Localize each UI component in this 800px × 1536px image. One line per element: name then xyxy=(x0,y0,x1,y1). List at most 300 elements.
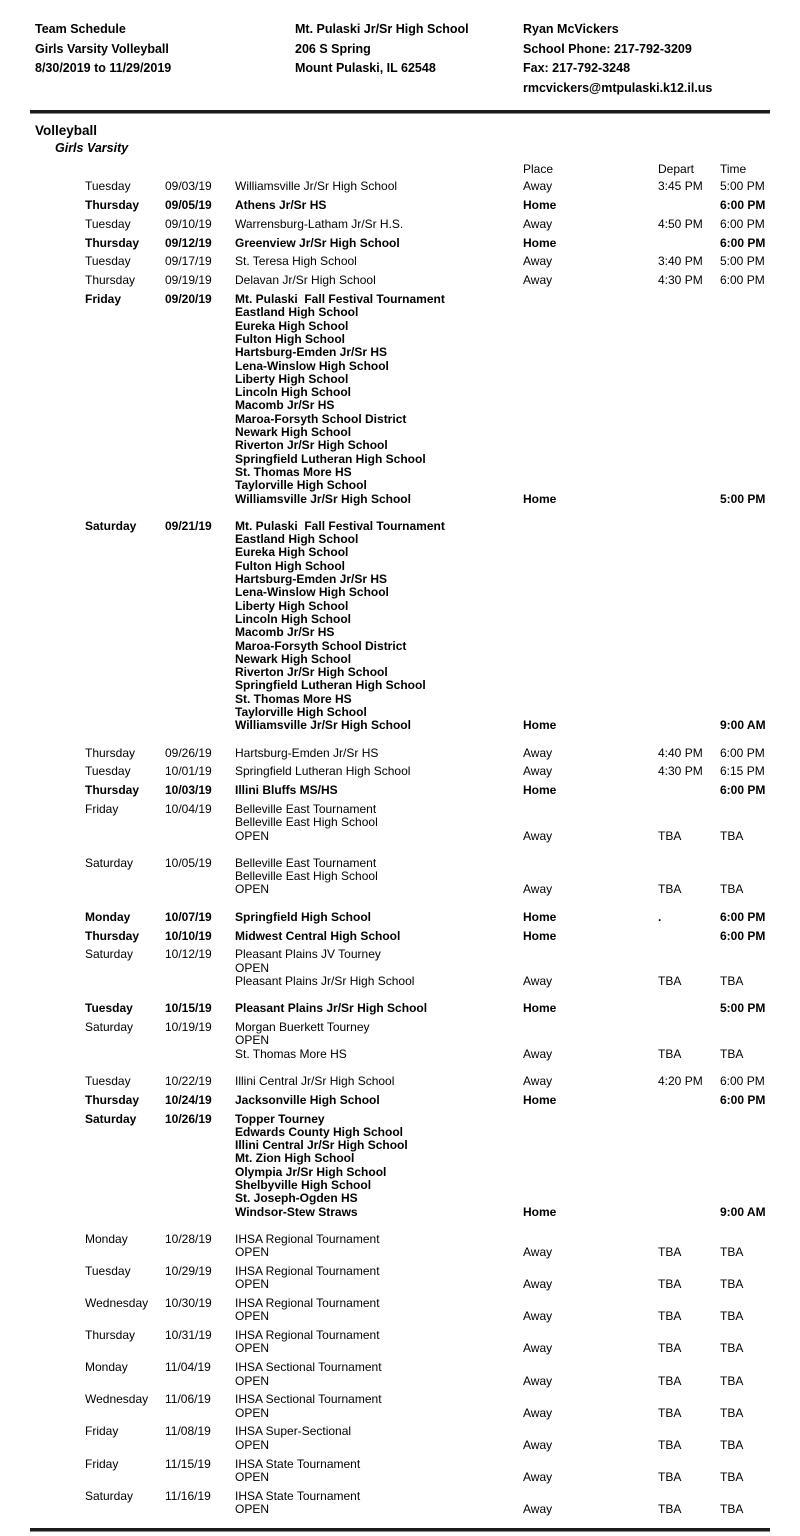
opponent-line: Greenview Jr/Sr High School xyxy=(235,235,400,250)
row-place: Away xyxy=(523,1341,553,1356)
opponent-line: Hartsburg-Emden Jr/Sr HS xyxy=(235,345,388,360)
row-opponents xyxy=(235,930,523,943)
opponent-line: IHSA Sectional Tournament xyxy=(235,1392,382,1407)
opponent-line: Lena-Winslow High School xyxy=(235,358,389,373)
row-time: TBA xyxy=(720,882,744,897)
row-opponents xyxy=(235,1113,523,1219)
opponent-line: OPEN xyxy=(235,882,270,897)
row-opponents xyxy=(235,520,523,733)
opponent-line: Pleasant Plains JV Tourney xyxy=(235,947,381,962)
row-time: 6:00 PM xyxy=(720,909,766,924)
row-place: Away xyxy=(523,179,553,194)
row-opponents xyxy=(235,784,523,797)
row-opponents xyxy=(235,803,523,843)
opponent-line: Morgan Buerkett Tourney xyxy=(235,1020,370,1035)
row-opponents xyxy=(235,857,523,897)
row-day: Saturday xyxy=(85,1488,134,1503)
contact-email: rmcvickers@mtpulaski.k12.il.us xyxy=(523,80,713,95)
schedule-row xyxy=(85,218,800,231)
row-day: Monday xyxy=(85,909,131,924)
opponent-line: Belleville East High School xyxy=(235,815,378,830)
opponent-line: IHSA Super-Sectional xyxy=(235,1424,352,1439)
row-date: 11/06/19 xyxy=(165,1392,211,1407)
schedule-row xyxy=(85,1002,800,1015)
row-time: TBA xyxy=(720,1501,744,1516)
row-day: Tuesday xyxy=(85,216,131,231)
row-depart: 4:30 PM xyxy=(658,273,703,288)
row-time: 6:00 PM xyxy=(720,216,765,231)
schedule-date-range: 8/30/2019 to 11/29/2019 xyxy=(35,61,172,75)
row-date: 10/15/19 xyxy=(165,1001,212,1016)
opponent-line: OPEN xyxy=(235,1501,270,1516)
schedule-row xyxy=(85,930,800,943)
schedule-row xyxy=(85,1075,800,1088)
opponent-line: OPEN xyxy=(235,1437,270,1452)
row-place: Home xyxy=(523,1092,557,1107)
footer-divider-rule xyxy=(30,1528,770,1532)
opponent-line: Lincoln High School xyxy=(235,385,351,400)
opponent-line: Taylorville High School xyxy=(235,478,367,493)
row-time: TBA xyxy=(720,1405,744,1420)
opponent-line: Belleville East Tournament xyxy=(235,855,377,870)
col-spacer-date xyxy=(165,163,235,176)
row-depart: 3:40 PM xyxy=(658,254,703,269)
row-date: 10/01/19 xyxy=(165,764,212,779)
opponent-line: OPEN xyxy=(235,1469,270,1484)
row-day: Saturday xyxy=(85,518,137,533)
row-date: 09/17/19 xyxy=(165,254,212,269)
row-depart: 3:45 PM xyxy=(658,179,703,194)
row-time: 5:00 PM xyxy=(720,179,765,194)
row-day: Friday xyxy=(85,292,122,307)
opponent-line: Eastland High School xyxy=(235,532,359,547)
opponent-line: OPEN xyxy=(235,1341,270,1356)
opponent-line: IHSA Sectional Tournament xyxy=(235,1360,382,1375)
row-place: Away xyxy=(523,1437,553,1452)
row-opponents xyxy=(235,1458,523,1485)
row-day: Tuesday xyxy=(85,764,131,779)
opponent-line: Lena-Winslow High School xyxy=(235,585,389,600)
opponent-line: IHSA Regional Tournament xyxy=(235,1296,380,1311)
row-time: 6:00 PM xyxy=(720,745,765,760)
row-time: 9:00 AM xyxy=(720,1204,766,1219)
opponent-line: Liberty High School xyxy=(235,371,349,386)
schedule-row xyxy=(85,1094,800,1107)
row-depart: 4:50 PM xyxy=(658,216,703,231)
row-opponents xyxy=(235,1265,523,1292)
row-place: Home xyxy=(523,491,557,506)
opponent-line: Williamsville Jr/Sr High School xyxy=(235,491,411,506)
row-time: TBA xyxy=(720,1341,744,1356)
row-depart: TBA xyxy=(658,1437,682,1452)
opponent-line: Illini Bluffs MS/HS xyxy=(235,783,338,798)
row-place: Away xyxy=(523,273,553,288)
col-header-depart: Depart xyxy=(658,162,695,176)
row-place: Home xyxy=(523,718,557,733)
row-time: TBA xyxy=(720,1309,744,1324)
row-date: 09/26/19 xyxy=(165,745,212,760)
opponent-line: Pleasant Plains Jr/Sr High School xyxy=(235,973,415,988)
opponent-line: Eastland High School xyxy=(235,305,359,320)
row-time: 6:00 PM xyxy=(720,198,766,213)
row-place: Home xyxy=(523,1001,557,1016)
opponent-line: IHSA State Tournament xyxy=(235,1488,361,1503)
opponent-line: Springfield High School xyxy=(235,909,371,924)
opponent-line: Springfield Lutheran High School xyxy=(235,764,411,779)
opponent-line: Fulton High School xyxy=(235,331,345,346)
row-date: 10/24/19 xyxy=(165,1092,212,1107)
row-depart: TBA xyxy=(658,1373,682,1388)
row-date: 10/19/19 xyxy=(165,1020,212,1035)
row-opponents xyxy=(235,199,523,212)
schedule-row xyxy=(85,1458,800,1485)
opponent-line: Williamsville Jr/Sr High School xyxy=(235,718,411,733)
opponent-line: Riverton Jr/Sr High School xyxy=(235,665,388,680)
schedule-row xyxy=(85,1425,800,1452)
table-header-row xyxy=(85,163,800,176)
schedule-row xyxy=(85,911,800,924)
row-depart: . xyxy=(658,909,662,924)
opponent-line: Jacksonville High School xyxy=(235,1092,380,1107)
row-depart: TBA xyxy=(658,828,682,843)
row-depart: TBA xyxy=(658,882,682,897)
schedule-row xyxy=(85,948,800,988)
row-place: Away xyxy=(523,764,553,779)
schedule-row xyxy=(85,747,800,760)
row-opponents xyxy=(235,1297,523,1324)
row-date: 11/16/19 xyxy=(165,1488,211,1503)
opponent-line: Newark High School xyxy=(235,651,352,666)
row-depart: TBA xyxy=(658,1405,682,1420)
row-time: TBA xyxy=(720,1469,744,1484)
schedule-row xyxy=(85,1329,800,1356)
row-depart: TBA xyxy=(658,1309,682,1324)
schedule-row xyxy=(85,1113,800,1219)
schedule-row xyxy=(85,274,800,287)
row-depart: 4:30 PM xyxy=(658,764,703,779)
row-day: Saturday xyxy=(85,947,134,962)
opponent-line: Mt. Pulaski Fall Festival Tournament xyxy=(235,292,445,307)
schedule-row xyxy=(85,803,800,843)
opponent-line: Liberty High School xyxy=(235,598,349,613)
opponent-line: OPEN xyxy=(235,1277,270,1292)
row-depart: TBA xyxy=(658,973,682,988)
row-place: Home xyxy=(523,235,557,250)
school-address-line2: Mount Pulaski, IL 62548 xyxy=(295,61,436,75)
row-date: 09/03/19 xyxy=(165,179,212,194)
row-place: Away xyxy=(523,973,553,988)
opponent-line: Taylorville High School xyxy=(235,704,367,719)
row-date: 09/05/19 xyxy=(165,198,212,213)
opponent-line: Hartsburg-Emden Jr/Sr HS xyxy=(235,745,379,760)
row-date: 11/04/19 xyxy=(165,1360,211,1375)
schedule-row xyxy=(85,857,800,897)
row-time: TBA xyxy=(720,1373,744,1388)
row-day: Wednesday xyxy=(85,1392,149,1407)
opponent-line: Edwards County High School xyxy=(235,1124,404,1139)
schedule-row xyxy=(85,1297,800,1324)
row-day: Thursday xyxy=(85,1092,140,1107)
row-depart: TBA xyxy=(658,1341,682,1356)
opponent-line: IHSA Regional Tournament xyxy=(235,1263,380,1278)
header-team-block xyxy=(35,20,295,98)
schedule-row xyxy=(85,765,800,778)
row-opponents xyxy=(235,747,523,760)
opponent-line: Fulton High School xyxy=(235,558,345,573)
opponent-line: Eureka High School xyxy=(235,545,349,560)
row-time: 5:00 PM xyxy=(720,254,765,269)
row-date: 11/15/19 xyxy=(165,1456,211,1471)
row-day: Tuesday xyxy=(85,179,131,194)
opponent-line: Delavan Jr/Sr High School xyxy=(235,273,376,288)
contact-name: Ryan McVickers xyxy=(523,22,619,36)
row-opponents xyxy=(235,293,523,506)
row-depart: TBA xyxy=(658,1277,682,1292)
row-opponents xyxy=(235,237,523,250)
opponent-line: Springfield Lutheran High School xyxy=(235,451,426,466)
opponent-line: OPEN xyxy=(235,1245,270,1260)
row-time: TBA xyxy=(720,1046,744,1061)
row-time: TBA xyxy=(720,973,744,988)
row-time: 9:00 AM xyxy=(720,718,766,733)
row-date: 11/08/19 xyxy=(165,1424,211,1439)
row-day: Friday xyxy=(85,1456,119,1471)
row-day: Saturday xyxy=(85,855,134,870)
row-date: 09/21/19 xyxy=(165,518,212,533)
opponent-line: Macomb Jr/Sr HS xyxy=(235,398,335,413)
opponent-line: Mt. Pulaski Fall Festival Tournament xyxy=(235,518,445,533)
col-spacer-opponent xyxy=(235,163,523,176)
opponent-line: IHSA State Tournament xyxy=(235,1456,361,1471)
row-place: Away xyxy=(523,1373,553,1388)
row-date: 10/07/19 xyxy=(165,909,212,924)
row-day: Thursday xyxy=(85,745,136,760)
row-place: Away xyxy=(523,216,553,231)
row-time: 6:00 PM xyxy=(720,1092,766,1107)
opponent-line: Springfield Lutheran High School xyxy=(235,678,426,693)
row-date: 10/03/19 xyxy=(165,783,212,798)
opponent-line: Athens Jr/Sr HS xyxy=(235,198,327,213)
row-opponents xyxy=(235,218,523,231)
header-divider-rule xyxy=(30,110,770,114)
row-place: Away xyxy=(523,1046,553,1061)
opponent-line: IHSA Regional Tournament xyxy=(235,1328,380,1343)
row-opponents xyxy=(235,1021,523,1061)
row-time: 6:00 PM xyxy=(720,235,766,250)
row-day: Tuesday xyxy=(85,1001,133,1016)
opponent-line: St. Teresa High School xyxy=(235,254,357,269)
row-day: Saturday xyxy=(85,1020,134,1035)
row-time: TBA xyxy=(720,1245,744,1260)
row-place: Away xyxy=(523,882,553,897)
opponent-line: Maroa-Forsyth School District xyxy=(235,638,407,653)
team-name: Girls Varsity Volleyball xyxy=(35,41,169,56)
contact-phone: School Phone: 217-792-3209 xyxy=(523,41,692,56)
row-place: Away xyxy=(523,254,553,269)
opponent-line: St. Thomas More HS xyxy=(235,464,352,479)
opponent-line: Williamsville Jr/Sr High School xyxy=(235,179,398,194)
row-date: 09/19/19 xyxy=(165,273,212,288)
opponent-line: St. Thomas More HS xyxy=(235,1046,347,1061)
opponent-line: Eureka High School xyxy=(235,318,349,333)
opponent-line: Belleville East High School xyxy=(235,869,378,884)
schedule-row xyxy=(85,520,800,733)
row-opponents xyxy=(235,1490,523,1517)
opponent-line: Windsor-Stew Straws xyxy=(235,1204,358,1219)
opponent-line: Midwest Central High School xyxy=(235,928,401,943)
row-date: 10/10/19 xyxy=(165,928,212,943)
row-depart: TBA xyxy=(658,1245,682,1260)
opponent-line: Belleville East Tournament xyxy=(235,801,377,816)
row-opponents xyxy=(235,1233,523,1260)
row-time: 6:00 PM xyxy=(720,273,765,288)
col-spacer-day xyxy=(85,163,165,176)
row-time: TBA xyxy=(720,1437,744,1452)
schedule-row xyxy=(85,237,800,250)
sport-title: Volleyball xyxy=(35,123,98,138)
row-date: 10/29/19 xyxy=(165,1263,212,1278)
row-day: Friday xyxy=(85,801,119,816)
opponent-line: Mt. Zion High School xyxy=(235,1151,355,1166)
row-opponents xyxy=(235,1361,523,1388)
row-date: 09/20/19 xyxy=(165,292,212,307)
row-place: Away xyxy=(523,1245,553,1260)
opponent-line: Lincoln High School xyxy=(235,611,351,626)
header-school-block xyxy=(295,20,523,98)
row-place: Away xyxy=(523,745,553,760)
row-date: 10/22/19 xyxy=(165,1073,212,1088)
schedule-row xyxy=(85,1361,800,1388)
row-depart: TBA xyxy=(658,1501,682,1516)
row-date: 10/05/19 xyxy=(165,855,212,870)
row-date: 09/10/19 xyxy=(165,216,212,231)
col-header-place: Place xyxy=(523,162,554,176)
row-day: Tuesday xyxy=(85,254,131,269)
row-depart: 4:40 PM xyxy=(658,745,703,760)
schedule-row xyxy=(85,293,800,506)
row-date: 10/04/19 xyxy=(165,801,212,816)
opponent-line: OPEN xyxy=(235,1309,270,1324)
opponent-line: OPEN xyxy=(235,1033,270,1048)
opponent-line: Warrensburg-Latham Jr/Sr H.S. xyxy=(235,216,404,231)
row-date: 10/30/19 xyxy=(165,1296,212,1311)
opponent-line: Newark High School xyxy=(235,425,352,440)
schedule-row xyxy=(85,199,800,212)
row-place: Away xyxy=(523,1469,553,1484)
contact-fax: Fax: 217-792-3248 xyxy=(523,61,631,75)
row-date: 10/28/19 xyxy=(165,1231,212,1246)
row-opponents xyxy=(235,255,523,268)
opponent-line: St. Thomas More HS xyxy=(235,691,352,706)
opponent-line: St. Joseph-Ogden HS xyxy=(235,1191,358,1206)
row-opponents xyxy=(235,948,523,988)
school-address-line1: 206 S Spring xyxy=(295,41,371,56)
opponent-line: Hartsburg-Emden Jr/Sr HS xyxy=(235,572,388,587)
schedule-row xyxy=(85,1265,800,1292)
row-day: Thursday xyxy=(85,235,140,250)
schedule-row xyxy=(85,784,800,797)
row-opponents xyxy=(235,1393,523,1420)
opponent-line: OPEN xyxy=(235,1373,270,1388)
row-opponents xyxy=(235,1094,523,1107)
schedule-row xyxy=(85,255,800,268)
row-time: 6:00 PM xyxy=(720,783,766,798)
row-place: Away xyxy=(523,828,553,843)
row-depart: TBA xyxy=(658,1469,682,1484)
school-name: Mt. Pulaski Jr/Sr High School xyxy=(295,22,469,36)
row-place: Home xyxy=(523,198,557,213)
row-place: Home xyxy=(523,928,557,943)
opponent-line: Shelbyville High School xyxy=(235,1178,372,1192)
row-depart: 4:20 PM xyxy=(658,1073,703,1088)
row-day: Monday xyxy=(85,1360,128,1375)
opponent-line: Illini Central Jr/Sr High School xyxy=(235,1138,408,1153)
row-place: Home xyxy=(523,783,557,798)
schedule-row xyxy=(85,180,800,193)
row-day: Thursday xyxy=(85,1328,136,1343)
row-day: Tuesday xyxy=(85,1073,131,1088)
row-day: Monday xyxy=(85,1231,128,1246)
row-day: Thursday xyxy=(85,783,140,798)
schedule-row xyxy=(85,1393,800,1420)
opponent-line: Macomb Jr/Sr HS xyxy=(235,625,335,640)
row-day: Wednesday xyxy=(85,1296,149,1311)
opponent-line: Olympia Jr/Sr High School xyxy=(235,1164,387,1179)
row-depart: TBA xyxy=(658,1046,682,1061)
row-place: Home xyxy=(523,909,557,924)
row-time: TBA xyxy=(720,1277,744,1292)
schedule-row xyxy=(85,1490,800,1517)
row-place: Away xyxy=(523,1501,553,1516)
schedule-row xyxy=(85,1233,800,1260)
team-schedule-title: Team Schedule xyxy=(35,22,126,36)
row-opponents xyxy=(235,765,523,778)
row-time: 5:00 PM xyxy=(720,1001,766,1016)
opponent-line: Illini Central Jr/Sr High School xyxy=(235,1073,395,1088)
row-opponents xyxy=(235,1002,523,1015)
col-header-time: Time xyxy=(720,162,747,176)
opponent-line: OPEN xyxy=(235,1405,270,1420)
opponent-line: Topper Tourney xyxy=(235,1111,325,1126)
schedule-row xyxy=(85,1021,800,1061)
opponent-line: OPEN xyxy=(235,828,270,843)
opponent-line: IHSA Regional Tournament xyxy=(235,1231,380,1246)
row-time: 6:15 PM xyxy=(720,764,765,779)
row-time: 6:00 PM xyxy=(720,1073,765,1088)
row-place: Away xyxy=(523,1073,553,1088)
row-opponents xyxy=(235,180,523,193)
row-day: Friday xyxy=(85,1424,119,1439)
row-opponents xyxy=(235,1425,523,1452)
row-opponents xyxy=(235,1329,523,1356)
row-date: 10/12/19 xyxy=(165,947,212,962)
row-time: 6:00 PM xyxy=(720,928,766,943)
opponent-line: Riverton Jr/Sr High School xyxy=(235,438,388,453)
row-day: Thursday xyxy=(85,928,140,943)
row-place: Home xyxy=(523,1204,557,1219)
row-place: Away xyxy=(523,1277,553,1292)
row-date: 09/12/19 xyxy=(165,235,212,250)
row-time: TBA xyxy=(720,828,744,843)
row-opponents xyxy=(235,274,523,287)
opponent-line: OPEN xyxy=(235,960,270,975)
row-day: Thursday xyxy=(85,198,140,213)
opponent-line: Pleasant Plains Jr/Sr High School xyxy=(235,1001,428,1016)
row-day: Thursday xyxy=(85,273,136,288)
row-day: Saturday xyxy=(85,1111,137,1126)
schedule-table-body xyxy=(0,180,800,1516)
row-opponents xyxy=(235,911,523,924)
